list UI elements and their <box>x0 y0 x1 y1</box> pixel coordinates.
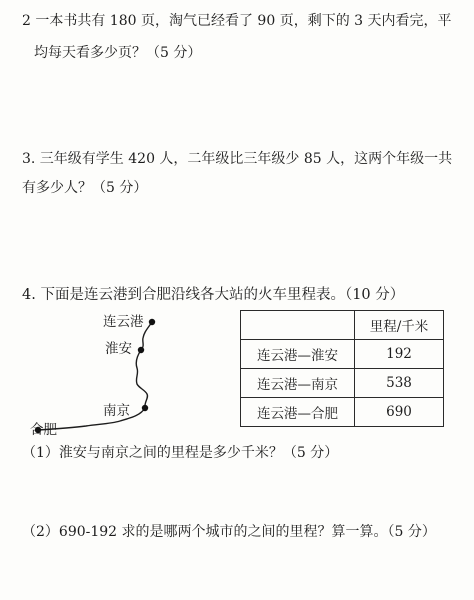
station-dot-lianyungang <box>149 319 155 325</box>
question-2-line-2: 均每天看多少页？（5 分） <box>34 45 202 61</box>
station-label-hefei: 合肥 <box>30 422 57 438</box>
station-label-lianyungang: 连云港 <box>103 314 144 330</box>
table-header-row <box>241 311 444 340</box>
table-row <box>241 398 444 427</box>
route-cell: 连云港—合肥 <box>241 398 355 427</box>
station-label-nanjing: 南京 <box>103 403 130 419</box>
railway-line <box>38 322 152 430</box>
route-cell: 连云港—淮安 <box>241 340 355 369</box>
station-dot-huaian <box>138 347 144 353</box>
table-header-empty <box>241 311 355 340</box>
mileage-cell: 538 <box>355 369 444 398</box>
station-label-huaian: 淮安 <box>105 341 132 357</box>
question-4-part-2: （2）690-192 求的是哪两个城市的之间的里程？算一算。（5 分） <box>22 524 436 540</box>
question-4-intro: 4. 下面是连云港到合肥沿线各大站的火车里程表。（10 分） <box>22 287 405 303</box>
question-2-line-1: 2 一本书共有 180 页，淘气已经看了 90 页，剩下的 3 天内看完，平 <box>22 13 452 29</box>
table-header-mileage: 里程/千米 <box>355 311 444 340</box>
mileage-cell: 192 <box>355 340 444 369</box>
table-row <box>241 340 444 369</box>
route-cell: 连云港—南京 <box>241 369 355 398</box>
question-3-line-1: 3. 三年级有学生 420 人，二年级比三年级少 85 人，这两个年级一共 <box>22 151 453 167</box>
mileage-cell: 690 <box>355 398 444 427</box>
table-row <box>241 369 444 398</box>
mileage-table <box>240 310 444 427</box>
station-dot-nanjing <box>142 405 148 411</box>
question-3-line-2: 有多少人？（5 分） <box>22 180 148 196</box>
question-4-part-1: （1）淮安与南京之间的里程是多少千米？（5 分） <box>22 445 339 461</box>
